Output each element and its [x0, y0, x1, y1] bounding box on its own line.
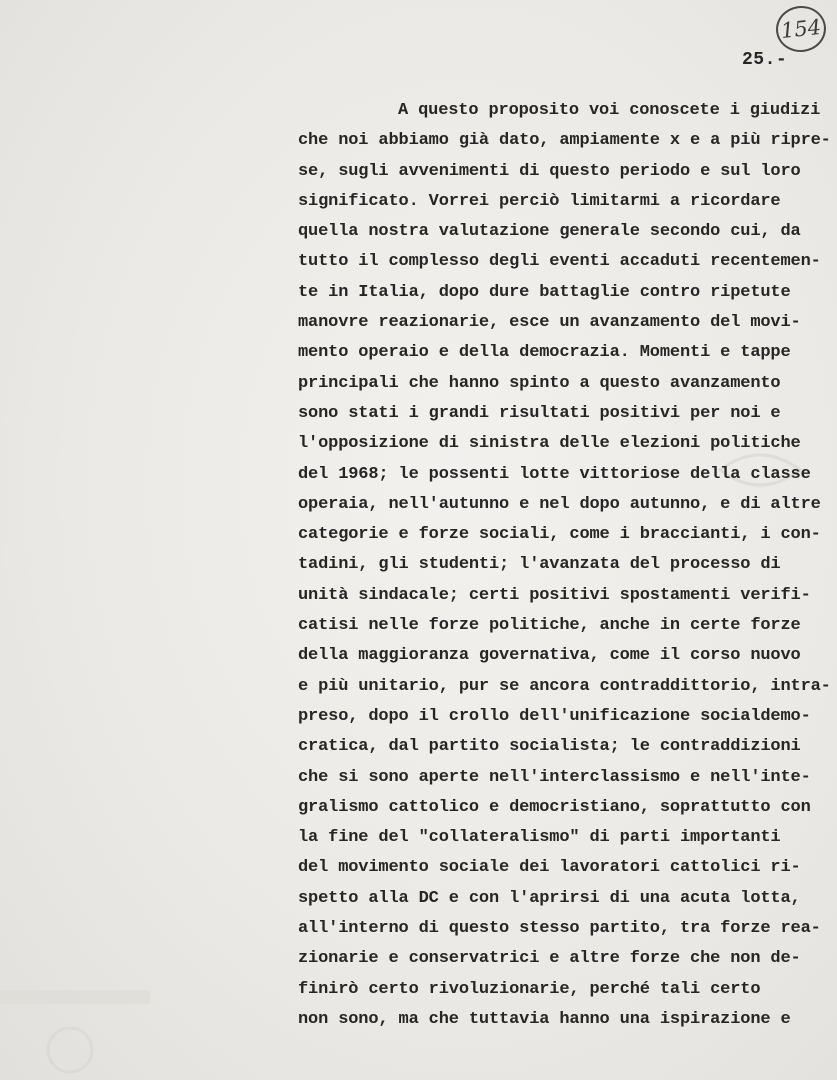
text-line: se, sugli avvenimenti di questo periodo e sul loro — [298, 161, 801, 181]
text-line: la fine del "collateralismo" di parti importanti — [298, 828, 781, 848]
text-line: che noi abbiamo già dato, ampiamente x e a più ripre- — [298, 131, 831, 151]
text-line: del 1968; le possenti lotte vittoriose della classe — [298, 464, 811, 484]
archive-stamp — [774, 4, 829, 55]
text-line: mento operaio e della democrazia. Momenti e tappe — [298, 343, 791, 363]
text-line: zionarie e conservatrici e altre forze che non de- — [298, 949, 801, 969]
text-line: categorie e forze sociali, come i braccianti, i con- — [298, 525, 821, 545]
text-line: unità sindacale; certi positivi spostamenti verifi- — [298, 585, 811, 605]
text-line: tutto il complesso degli eventi accaduti recentemen- — [298, 252, 821, 272]
text-line: finirò certo rivoluzionarie, perché tali certo — [298, 979, 761, 999]
text-line: gralismo cattolico e democristiano, soprattutto con — [298, 797, 811, 817]
text-line: tadini, gli studenti; l'avanzata del processo di — [298, 555, 781, 575]
text-line: spetto alla DC e con l'aprirsi di una acuta lotta, — [298, 888, 801, 908]
text-line: preso, dopo il crollo dell'unificazione socialdemo- — [298, 706, 811, 726]
text-line: cratica, dal partito socialista; le contraddizioni — [298, 737, 801, 757]
text-line: operaia, nell'autunno e nel dopo autunno, e di altre — [298, 494, 821, 514]
text-line: sono stati i grandi risultati positivi per noi e — [298, 403, 781, 423]
page-number: 25.- — [742, 50, 788, 70]
text-line: significato. Vorrei perciò limitarmi a ricordare — [298, 191, 781, 211]
text-line: manovre reazionarie, esce un avanzamento del movi- — [298, 313, 801, 333]
text-line: all'interno di questo stesso partito, tra forze rea- — [298, 919, 821, 939]
text-line: A questo proposito voi conoscete i giudizi — [398, 101, 821, 120]
typewritten-body — [298, 96, 831, 1035]
text-line: catisi nelle forze politiche, anche in certe forze — [298, 616, 801, 636]
text-line: e più unitario, pur se ancora contraddittorio, intra- — [298, 676, 831, 696]
text-line: quella nostra valutazione generale secondo cui, da — [298, 222, 801, 242]
stamp-number: 154 — [779, 14, 823, 44]
text-line: che si sono aperte nell'interclassismo e nell'inte- — [298, 767, 811, 787]
text-line: te in Italia, dopo dure battaglie contro ripetute — [298, 282, 791, 302]
text-line: della maggioranza governativa, come il corso nuovo — [298, 646, 801, 666]
text-line: non sono, ma che tuttavia hanno una ispirazione e — [298, 1009, 791, 1029]
text-line: del movimento sociale dei lavoratori cattolici ri- — [298, 858, 801, 878]
text-line: l'opposizione di sinistra delle elezioni politiche — [298, 434, 801, 454]
text-line: principali che hanno spinto a questo avanzamento — [298, 373, 781, 393]
